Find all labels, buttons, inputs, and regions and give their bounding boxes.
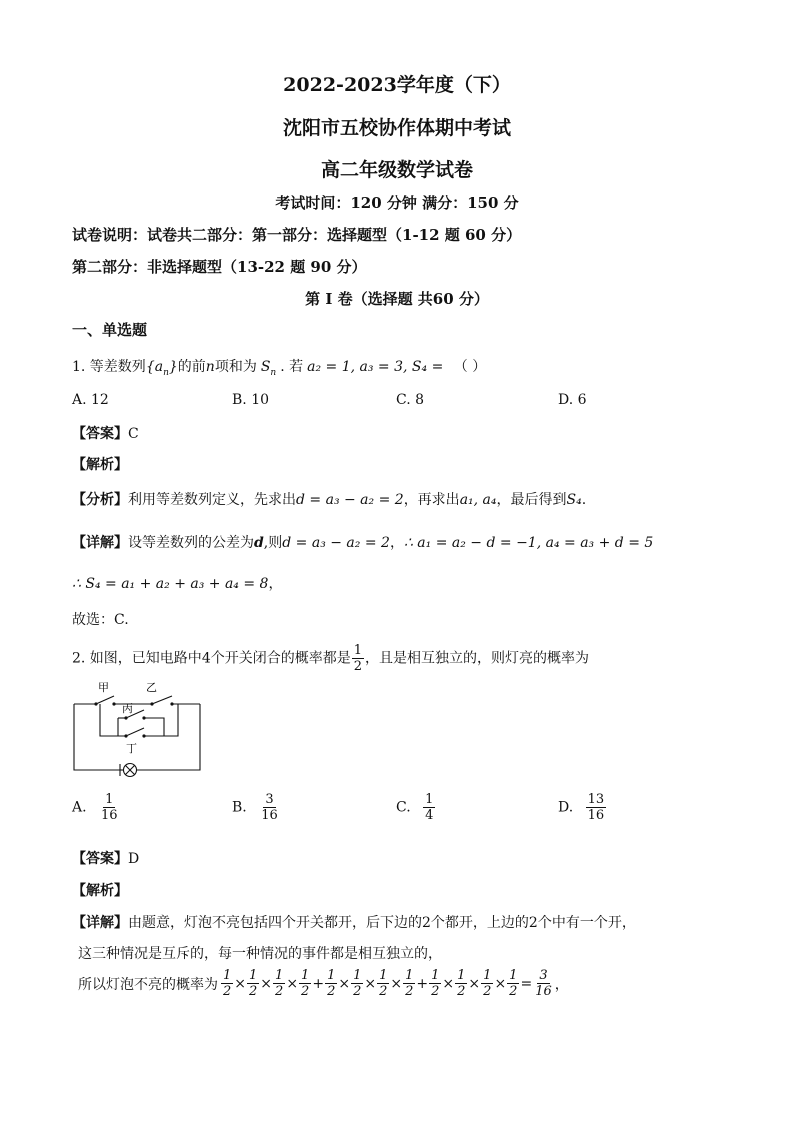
- q1-option-a: A. 12: [72, 392, 109, 408]
- q1-condition: a₂ = 1, a₃ = 3, S₄ =: [307, 359, 444, 375]
- q1-stem: [72, 356, 486, 378]
- q1-fenxi-text3: ，最后得到: [496, 492, 567, 508]
- q2-option-d: [558, 792, 607, 823]
- exam-desc-1: 试卷说明：试卷共二部分：第一部分：选择题型（1-12 题 60 分）: [72, 226, 522, 244]
- q1-detail-text2: ,则: [263, 535, 283, 551]
- q2-result-d: 16: [535, 984, 552, 999]
- q2-answer-label: 【答案】: [72, 851, 128, 867]
- q2-option-a-label: A.: [72, 799, 87, 816]
- q1-mid1: 的前: [177, 359, 206, 375]
- q1-mid3: . 若: [280, 359, 304, 375]
- q2-option-c: [396, 792, 436, 823]
- q1-option-c: C. 8: [396, 392, 425, 408]
- q2-two-1: 2: [422, 915, 431, 931]
- q2-option-a-n: 1: [105, 792, 114, 807]
- lamp-symbol-icon: [124, 764, 137, 777]
- q2-detail-line3-text: 所以灯泡不亮的概率为: [78, 976, 218, 993]
- circuit-diagram: [68, 678, 208, 778]
- q1-prefix: 1. 等差数列: [72, 359, 146, 375]
- q1-fenxi-end: .: [581, 492, 587, 508]
- q2-option-d-d: 16: [587, 808, 605, 823]
- q1-detail-eq2: ∴ a₁ = a₂ − d = −1, a₄ = a₃ + d = 5: [403, 535, 654, 551]
- q1-sequence: $\{a_n\}$: [145, 359, 178, 378]
- q2-option-c-n: 1: [425, 792, 434, 807]
- q2-option-c-d: 4: [425, 808, 434, 823]
- q1-option-d: D. 6: [558, 392, 587, 408]
- q2-prefix: 2. 如图，已知电路中: [72, 650, 202, 667]
- exam-time-score: 考试时间：120 分钟 满分：150 分: [275, 194, 519, 212]
- q1-fenxi-label: 【分析】: [72, 492, 128, 508]
- q1-fenxi: [72, 489, 586, 509]
- q1-detail-text1: 设等差数列的公差为: [128, 535, 254, 551]
- q2-answer: [72, 848, 139, 868]
- q1-sum: [72, 573, 282, 593]
- q2-detail-line3: [78, 968, 569, 999]
- q1-detail-text3: ，: [389, 535, 404, 551]
- q2-four: 4: [201, 650, 211, 667]
- q2-result-n: 3: [539, 968, 548, 983]
- q1-mid2: 项和为: [214, 359, 257, 375]
- q2-option-a: [72, 792, 121, 823]
- q2-detail-text3: 个中有一个开，: [537, 915, 636, 931]
- exam-year: 2022-2023学年度（下）: [283, 74, 511, 96]
- q2-detail-label: 【详解】: [72, 915, 128, 931]
- q1-n: n: [205, 359, 215, 375]
- q2-detail-text2: 个都开，上边的: [430, 915, 529, 931]
- q1-detail-eq1: d = a₃ − a₂ = 2: [282, 535, 390, 551]
- q2-detail: [72, 912, 636, 932]
- q1-answer-value: C: [128, 426, 139, 442]
- switch-label-ding: 丁: [126, 742, 137, 755]
- q1-paren: （ ）: [453, 359, 487, 375]
- q1-answer-label: 【答案】: [72, 426, 128, 442]
- q2-result-end: ，: [554, 976, 569, 993]
- q1-analysis-label: 【解析】: [72, 457, 128, 473]
- exam-desc-2: 第二部分：非选择题型（13-22 题 90 分）: [72, 258, 367, 276]
- q2-text2: 个开关闭合的概率都是: [210, 650, 351, 667]
- q1-fenxi-text2: ，再求出: [403, 492, 460, 508]
- switch-label-yi: 乙: [146, 681, 157, 694]
- q2-text3: ，且是相互独立的，则灯亮的概率为: [365, 650, 590, 667]
- exam-subject: 高二年级数学试卷: [320, 159, 473, 181]
- q2-option-d-n: 13: [587, 792, 605, 807]
- q2-half-n: 1: [353, 643, 363, 658]
- q1-sn: $S_n$: [260, 359, 277, 378]
- q1-fenxi-text1: 利用等差数列定义，先求出: [128, 492, 296, 508]
- q2-option-b-n: 3: [265, 792, 274, 807]
- q2-option-a-d: 16: [101, 808, 118, 823]
- q1-fenxi-eq2: a₁, a₄: [459, 492, 497, 508]
- q2-option-b-label: B.: [232, 799, 247, 816]
- volume-title: 第 I 卷（选择题 共60 分）: [305, 290, 489, 308]
- q2-half-fraction: [352, 643, 364, 674]
- q2-result-fraction: [533, 968, 554, 999]
- q1-fenxi-eq: d = a₃ − a₂ = 2: [296, 492, 404, 508]
- q1-fenxi-eq3: S₄: [566, 492, 582, 508]
- q1-detail: [72, 532, 653, 552]
- q1-detail-end: ，: [268, 576, 283, 592]
- q2-option-b-d: 16: [261, 808, 278, 823]
- q1-option-b: B. 10: [232, 392, 270, 408]
- q1-detail-eq3: ∴ S₄ = a₁ + a₂ + a₃ + a₄ = 8: [72, 576, 269, 592]
- q1-choose: 故选：C.: [72, 612, 129, 628]
- exam-school: 沈阳市五校协作体期中考试: [282, 117, 511, 139]
- q2-option-d-label: D.: [558, 799, 574, 816]
- q1-answer: [72, 423, 139, 443]
- q2-answer-value: D: [128, 851, 140, 867]
- q2-probability-expression: $\frac{1}{2}$ × $\frac{1}{2}$ × $\frac{1}{2}$ × $\frac{1}{2}$ + $\frac{1}{2}$ × $\frac{1}{2}$ × $\frac{1}{2}$ × $\frac{1}{2}$ + $\frac{1}{2}$ × $\frac{1}{2}$ × $\frac{1}{2}$ × $\frac{1}{2}$ = $\frac{3}{16}$: [223, 968, 552, 999]
- q2-analysis-label: 【解析】: [72, 883, 128, 899]
- q1-detail-label: 【详解】: [72, 535, 128, 551]
- q2-option-b: [232, 792, 281, 823]
- q2-two-2: 2: [528, 915, 538, 931]
- q2-detail-text1: 由题意，灯泡不亮包括四个开关都开，后下边的: [128, 915, 422, 931]
- switch-label-jia: 甲: [98, 681, 109, 694]
- q2-stem: [72, 643, 589, 674]
- q1-detail-d: d: [254, 535, 264, 551]
- q2-half-d: 2: [353, 659, 363, 674]
- q2-detail-line2: 这三种情况是互斥的，每一种情况的事件都是相互独立的，: [78, 946, 442, 962]
- q2-option-c-label: C.: [396, 799, 411, 816]
- section-title: 一、单选题: [72, 321, 148, 339]
- switch-label-bing: 丙: [122, 702, 133, 715]
